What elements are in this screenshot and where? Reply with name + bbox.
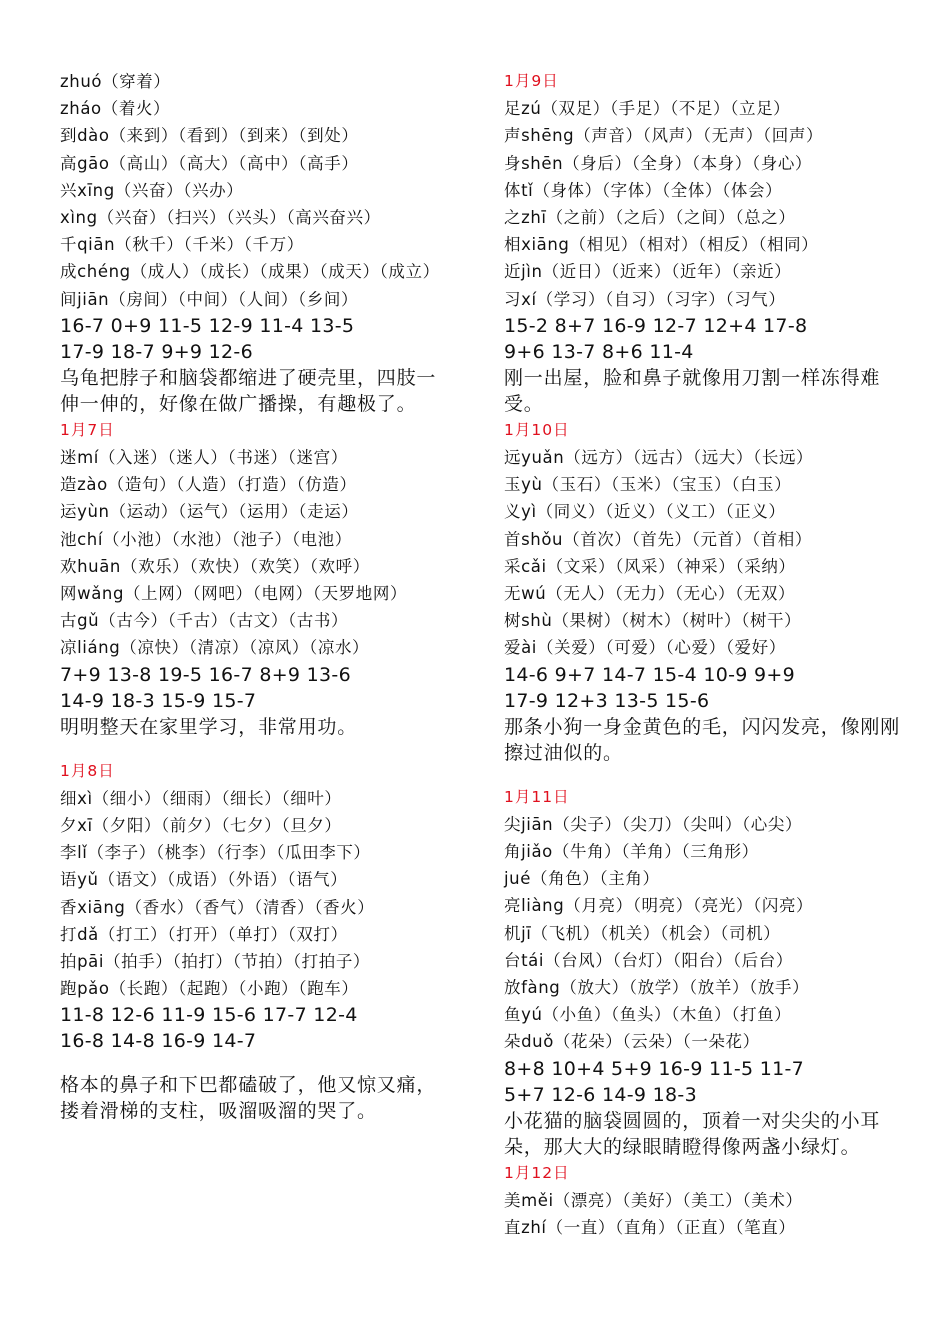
math-line: 7+9 13-8 19-5 16-7 8+9 13-6 [60,663,351,686]
word-line: 玉yù（玉石）（玉米）（宝玉）（白玉） [504,475,792,495]
word-line: 美měi（漂亮）（美好）（美工）（美术） [504,1190,803,1210]
word-line: 池chí（小池）（水池）（池子）（电池） [60,529,352,549]
example-sentence: 明明整天在家里学习，非常用功。 [60,715,358,738]
word-line: 树shù（果树）（树木）（树叶）（树干） [504,611,802,631]
date-heading: 1月8日 [60,761,115,780]
math-line: 17-9 18-7 9+9 12-6 [60,340,253,363]
word-line: 网wǎng（上网）（网吧）（电网）（天罗地网） [60,584,408,604]
word-line: 打dǎ（打工）（打开）（单打）（双打） [60,924,348,944]
word-line: 机jī（飞机）（机关）（机会）（司机） [504,923,781,943]
word-line: 朵duǒ（花朵）（云朵）（一朵花） [504,1032,760,1052]
date-heading: 1月10日 [504,420,570,439]
example-sentence: 那条小狗一身金黄色的毛，闪闪发亮，像刚刚擦过油似的。 [504,715,901,764]
math-line: 8+8 10+4 5+9 16-9 11-5 11-7 [504,1057,805,1080]
math-line: 11-8 12-6 11-9 15-6 17-7 12-4 [60,1004,358,1027]
word-line: 香xiāng（香水）（香气）（清香）（香火） [60,897,375,917]
right-column [504,68,904,1241]
math-line: 9+6 13-7 8+6 11-4 [504,340,694,363]
word-line: 千qiān（秋千）（千米）（千万） [60,235,304,255]
word-line: 鱼yú（小鱼）（鱼头）（木鱼）（打鱼） [504,1005,792,1025]
word-line: 造zào（造句）（人造）（打造）（仿造） [60,475,357,495]
word-line: xìng（兴奋）（扫兴）（兴头）（高兴奋兴） [60,208,381,228]
date-heading: 1月12日 [504,1163,570,1182]
word-line: 尖jiān（尖子）（尖刀）（尖叫）（心尖） [504,814,803,834]
word-line: 足zú（双足）（手足）（不足）（立足） [504,99,791,119]
word-line: 采cǎi（文采）（风采）（神采）（采纳） [504,556,796,576]
word-line: 细xì（细小）（细雨）（细长）（细叶） [60,788,342,808]
word-line: 古gǔ（古今）（千古）（古文）（古书） [60,611,349,631]
word-line: 无wú（无人）（无力）（无心）（无双） [504,584,796,604]
word-line: 迷mí（入迷）（迷人）（书迷）（迷宫） [60,448,348,468]
word-line: 李lǐ（李子）（桃李）（行李）（瓜田李下） [60,843,371,863]
word-line: 夕xī（夕阳）（前夕）（七夕）（旦夕） [60,816,342,836]
word-line: 高gāo（高山）（高大）（高中）（高手） [60,153,359,173]
word-line: 之zhī（之前）（之后）（之间）（总之） [504,208,796,228]
word-line: 近jìn（近日）（近来）（近年）（亲近） [504,262,792,282]
word-line: 间jiān（房间）（中间）（人间）（乡间） [60,289,359,309]
example-sentence: 小花猫的脑袋圆圆的，顶着一对尖尖的小耳朵，那大大的绿眼睛瞪得像两盏小绿灯。 [504,1109,881,1158]
word-line: 相xiāng（相见）（相对）（相反）（相同） [504,235,819,255]
example-sentence: 格本的鼻子和下巴都磕破了，他又惊又痛，搂着滑梯的支柱，吸溜吸溜的哭了。 [60,1074,437,1123]
word-line: 角jiǎo（牛角）（羊角）（三角形） [504,842,759,862]
word-line: jué（角色）（主角） [504,869,660,889]
word-line: 直zhí（一直）（直角）（正直）（笔直） [504,1218,796,1238]
word-line: 拍pāi（拍手）（拍打）（节拍）（打拍子） [60,952,371,972]
math-line: 16-7 0+9 11-5 12-9 11-4 13-5 [60,314,355,337]
math-line: 15-2 8+7 16-9 12-7 12+4 17-8 [504,314,808,337]
date-heading: 1月11日 [504,787,570,806]
math-line: 14-9 18-3 15-9 15-7 [60,689,257,712]
word-line: 首shǒu（首次）（首先）（元首）（首相） [504,529,812,549]
word-line: 体tǐ（身体）（字体）（全体）（体会） [504,180,783,200]
math-line: 16-8 14-8 16-9 14-7 [60,1030,257,1053]
word-line: zháo（着火） [60,99,171,119]
word-line: 爱ài（关爱）（可爱）（心爱）（爱好） [504,638,786,658]
word-line: 习xí（学习）（自习）（习字）（习气） [504,289,786,309]
date-heading: 1月9日 [504,72,559,90]
word-line: 亮liàng（月亮）（明亮）（亮光）（闪亮） [504,896,814,916]
word-line: 到dào（来到）（看到）（到来）（到处） [60,126,359,146]
word-line: 凉liáng（凉快）（清凉）（凉风）（凉水） [60,638,370,658]
word-line: 运yùn（运动）（运气）（运用）（走运） [60,502,359,522]
word-line: 远yuǎn（远方）（远古）（远大）（长远） [504,448,814,468]
word-line: 语yǔ（语文）（成语）（外语）（语气） [60,870,348,890]
math-line: 5+7 12-6 14-9 18-3 [504,1083,697,1106]
word-line: 跑pǎo（长跑）（起跑）（小跑）（跑车） [60,979,359,999]
word-line: zhuó（穿着） [60,72,171,91]
word-line: 成chéng（成人）（成长）（成果）（成天）（成立） [60,262,440,282]
math-line: 17-9 12+3 13-5 15-6 [504,689,710,712]
word-line: 声shēng（声音）（风声）（无声）（回声） [504,126,824,146]
example-sentence: 乌龟把脖子和脑袋都缩进了硬壳里，四肢一伸一伸的，好像在做广播操，有趣极了。 [60,366,437,415]
word-line: 台tái（台风）（台灯）（阳台）（后台） [504,950,793,970]
word-line: 放fàng（放大）（放学）（放羊）（放手） [504,978,810,998]
date-heading: 1月7日 [60,420,115,439]
word-line: 兴xīng（兴奋）（兴办） [60,180,244,200]
math-line: 14-6 9+7 14-7 15-4 10-9 9+9 [504,663,795,686]
word-line: 欢huān（欢乐）（欢快）（欢笑）（欢呼） [60,556,370,576]
example-sentence: 刚一出屋，脸和鼻子就像用刀割一样冻得难受。 [504,366,881,415]
word-line: 义yì（同义）（近义）（义工）（正义） [504,502,786,522]
word-line: 身shēn（身后）（全身）（本身）（身心） [504,153,813,173]
left-column [60,68,450,1124]
